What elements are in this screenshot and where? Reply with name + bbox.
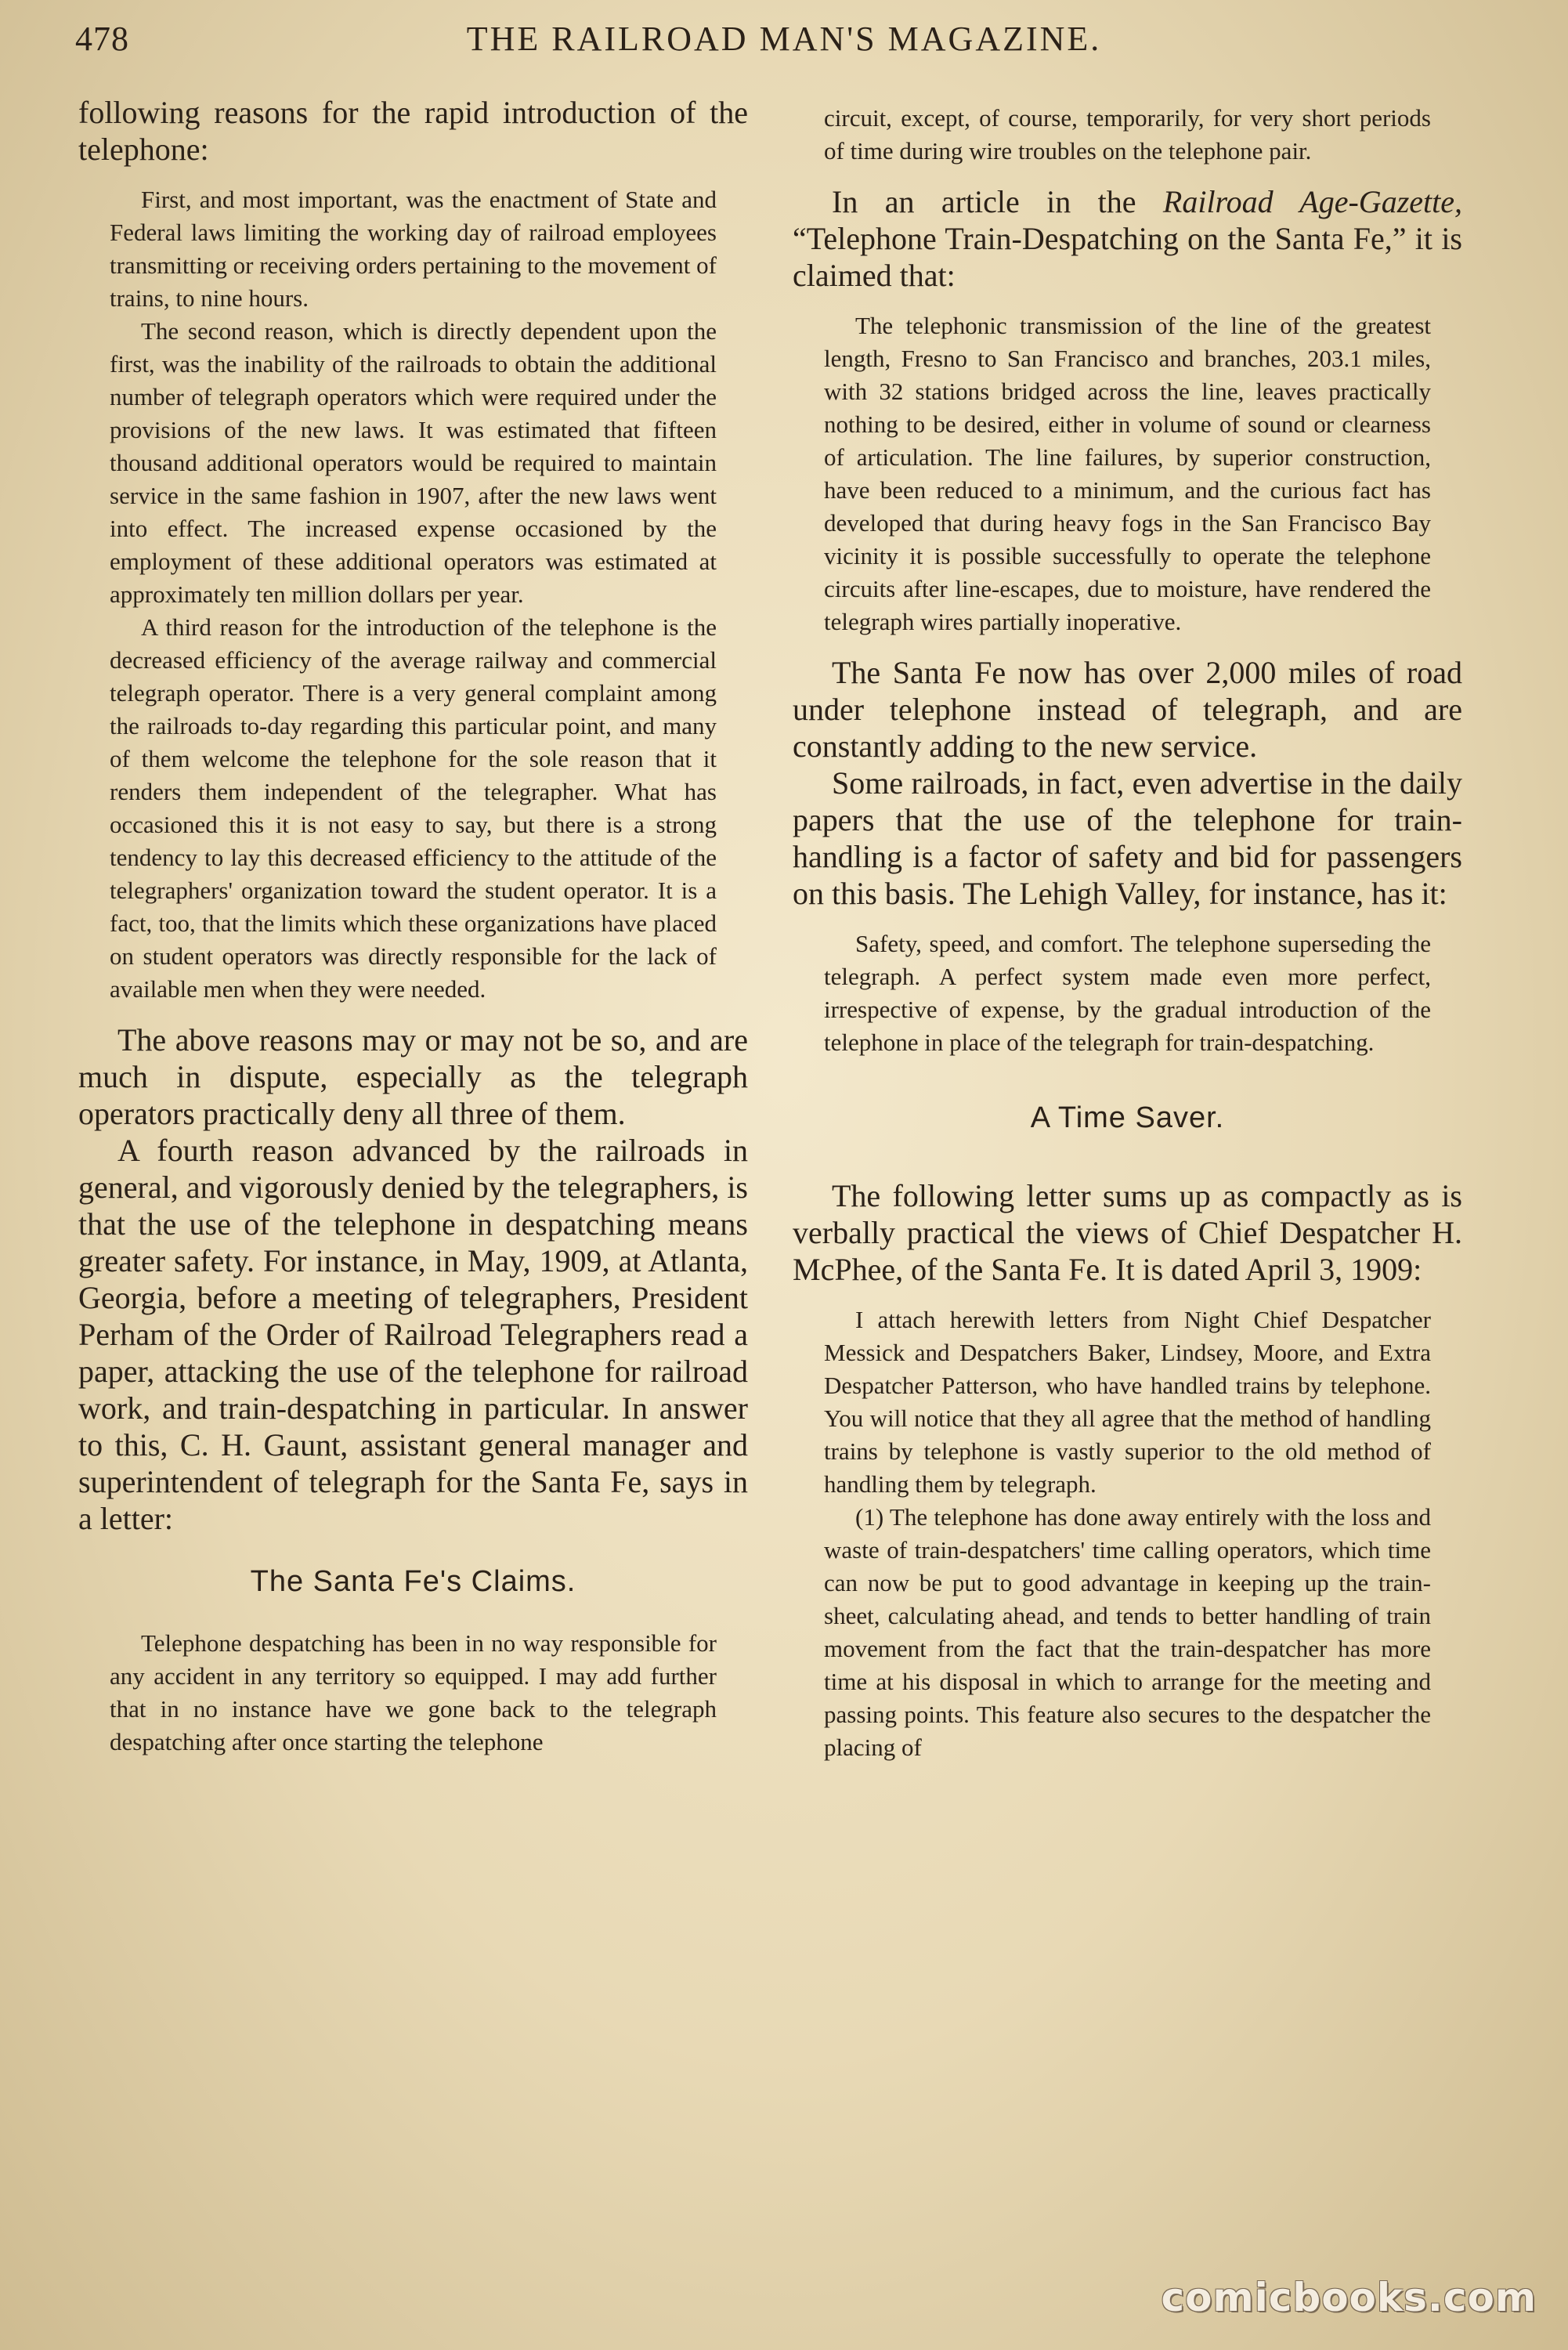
gaunt-letter-quote-continued	[793, 102, 1462, 168]
quote-paragraph: (1) The telephone has done away entirely with the loss and waste of train-despatchers' time calling operators, which time can now be put to good advantage in keeping up the train-sheet, calculating ahead, and tends to better handling of train movement from the fact that the train-despatcher has more time at his disposal in which to arrange for the meeting and passing points. This feature also secures to the despatcher the placing of	[824, 1503, 1431, 1761]
quote-paragraph: I attach herewith letters from Night Chief Despatcher Messick and Despatchers Baker, Lindsey, Moore, and Extra Despatcher Patterson, who have handled trains by telephone. You will notice that they all agree that the method of handling trains by telephone is vastly superior to the old method of handling them by telegraph.	[824, 1306, 1431, 1498]
site-watermark: comicbooks.com	[1161, 2275, 1537, 2320]
publication-title: Railroad Age-Gazette,	[1162, 184, 1462, 219]
section-heading: A Time Saver.	[1030, 1101, 1225, 1134]
text-run: “Telephone Train-Despatching on the Santa Fe,” it is claimed that:	[793, 221, 1462, 293]
body-paragraph: The above reasons may or may not be so, and are much in dispute, especially as the telegraph operators practically deny all three of them.	[78, 1022, 748, 1131]
body-paragraph: Some railroads, in fact, even advertise in the daily papers that the use of the telephone for train-handling is a factor of safety and bid for passengers on this basis. The Lehigh Valley, for instance, has it:	[793, 765, 1462, 911]
quote-paragraph: The telephonic transmission of the line of the greatest length, Fresno to San Francisco and branches, 203.1 miles, with 32 stations bridged across the line, leaves practically nothing to be desired, either in volume of sound or clearness of articulation. The line failures, by superior construction, have been reduced to a minimum, and the curious fact has developed that during heavy fogs in the San Francisco Bay vicinity it is possible successfully to operate the telephone circuits after line-escapes, due to moisture, have rendered the telegraph wires partially inoperative.	[824, 312, 1431, 635]
right-column	[793, 102, 1462, 1764]
section-heading: The Santa Fe's Claims.	[250, 1565, 576, 1598]
text-run: In an article in the	[832, 184, 1163, 219]
quote-paragraph: First, and most important, was the enactment of State and Federal laws limiting the working day of railroad employees transmitting or receiving orders pertaining to the movement of trains, to nine hours.	[110, 186, 717, 312]
quote-paragraph: A third reason for the introduction of the telephone is the decreased efficiency of the average railway and commercial telegraph operator. There is a very general complaint among the railroads to-day regarding this particular point, and many of them welcome the telephone for the sole reason that it renders them independent of the telegrapher. What has occasioned this it is not easy to say, but there is a strong tendency to lay this decreased efficiency to the attitude of the telegraphers' organization toward the student operator. It is a fact, too, that the limits which these organizations have placed on student operators was directly responsible for the lack of available men when they were needed.	[110, 613, 717, 1003]
reasons-quote	[78, 183, 748, 1006]
mcphee-letter-quote	[793, 1303, 1462, 1764]
left-column	[78, 94, 748, 1759]
age-gazette-quote	[793, 309, 1462, 638]
quote-paragraph: circuit, except, of course, temporarily, for very short periods of time during wire troubles on the telephone pair.	[824, 104, 1431, 164]
body-paragraph	[793, 183, 1462, 294]
intro-paragraph: following reasons for the rapid introduction of the telephone:	[78, 95, 748, 167]
lehigh-valley-quote	[793, 927, 1462, 1059]
body-paragraph: The following letter sums up as compactly as is verbally practical the views of Chief Despatcher H. McPhee, of the Santa Fe. It is dated April 3, 1909:	[793, 1178, 1462, 1287]
quote-paragraph: Telephone despatching has been in no way responsible for any accident in any territory so equipped. I may add further that in no instance have we gone back to the telegraph despatching after once starting the telephone	[110, 1629, 717, 1755]
gaunt-letter-quote	[78, 1627, 748, 1759]
page-number: 478	[75, 20, 129, 58]
running-title: THE RAILROAD MAN'S MAGAZINE.	[466, 20, 1102, 58]
page-header	[75, 14, 1493, 69]
quote-paragraph: The second reason, which is directly dependent upon the first, was the inability of the railroads to obtain the additional number of telegraph operators which were required under the provisions of the new laws. It was estimated that fifteen thousand additional operators would be required to maintain service in the same fashion in 1907, after the new laws went into effect. The increased expense occasioned by the employment of these additional operators was estimated at approximately ten million dollars per year.	[110, 317, 717, 608]
body-paragraph: A fourth reason advanced by the railroads in general, and vigorously denied by the telegraphers, is that the use of the telephone in despatching means greater safety. For instance, in May, 1909, at Atlanta, Georgia, before a meeting of telegraphers, President Perham of the Order of Railroad Telegraphers read a paper, attacking the use of the telephone for railroad work, and train-despatching in particular. In answer to this, C. H. Gaunt, assistant general manager and superintendent of telegraph for the Santa Fe, says in a letter:	[78, 1133, 748, 1536]
body-paragraph: The Santa Fe now has over 2,000 miles of road under telephone instead of telegraph, and are constantly adding to the new service.	[793, 655, 1462, 764]
quote-paragraph: Safety, speed, and comfort. The telephone superseding the telegraph. A perfect system made even more perfect, irrespective of expense, by the gradual introduction of the telephone in place of the telegraph for train-despatching.	[824, 930, 1431, 1056]
